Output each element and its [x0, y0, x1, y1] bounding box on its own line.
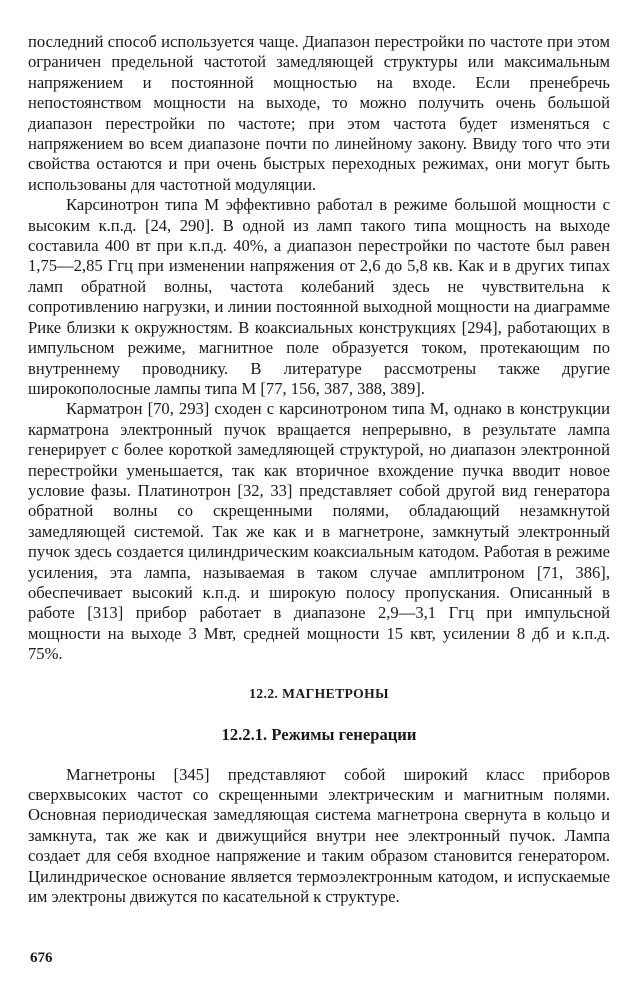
paragraph-continuation: последний способ используется чаще. Диапазон перестройки по частоте при этом ограничен предельной частотой замедляющей структуры или максимальным напряжением и постоянной мощностью на входе. Если пренебречь непостоянством мощности на выходе, то можно получить очень большой диапазон перестройки по частоте; при этом частота будет изменяться с напряжением во всем диапазоне почти по линейному закону. Ввиду того что эти свойства остаются и при очень быстрых переходных режимах, они могут быть использованы для частотной модуляции. [28, 32, 610, 194]
page-body [28, 32, 610, 907]
paragraph-magnetrons: Магнетроны [345] представляют собой широкий класс приборов сверхвысоких частот со скрещенными электрическим и магнитным полями. Основная периодическая замедляющая система магнетрона свернута в кольцо и замкнута, так же как и движущийся внутри нее электронный пучок. Лампа создает для себя входное напряжение и таким образом становится генератором. Цилиндрическое основание является термоэлектронным катодом, и испускаемые им электроны движутся по касательной к структуре. [28, 764, 610, 907]
page-number: 676 [30, 950, 53, 966]
paragraph-carmatron: Карматрон [70, 293] сходен с карсинотроном типа М, однако в конструкции карматрона электронный пучок вращается непрерывно, в результате лампа генерирует с более короткой замедляющей структурой, но диапазон электронной перестройки уменьшается, так как вторичное вхождение пучка вводит новое условие фазы. Платинотрон [32, 33] представляет собой другой вид генератора обратной волны со скрещенными полями, обладающий незамкнутой замедляющей системой. Так же как и в магнетроне, замкнутый электронный пучок здесь создается цилиндрическим коаксиальным катодом. Работая в режиме усиления, эта лампа, называемая в таком случае амплитроном [71, 386], обеспечивает высокий к.п.д. и широкую полосу пропускания. Описанный в работе [313] прибор работает в диапазоне 2,9—3,1 Ггц при импульсной мощности на выходе 3 Мвт, средней мощности 15 квт, усилении 8 дб и к.п.д. 75%. [28, 399, 610, 664]
subsection-title: 12.2.1. Режимы генерации [221, 724, 417, 744]
paragraph-carcinotron: Карсинотрон типа М эффективно работал в режиме большой мощности с высоким к.п.д. [24, 290]. В одной из ламп такого типа мощность на выходе составила 400 вт при к.п.д. 40%, а диапазон перестройки по частоте был равен 1,75—2,85 Ггц при изменении напряжения от 2,6 до 5,8 кв. Как и в других типах ламп обратной волны, частота колебаний здесь не чувствительна к сопротивлению нагрузки, и линии постоянной выходной мощности на диаграмме Рике близки к окружностям. В коаксиальных конструкциях [294], работающих в импульсном режиме, магнитное поле образуется током, протекающим по внутреннему проводнику. В литературе рассмотрены также другие широкополосные лампы типа М [77, 156, 387, 388, 389]. [28, 195, 610, 398]
section-title: 12.2. МАГНЕТРОНЫ [249, 685, 389, 701]
